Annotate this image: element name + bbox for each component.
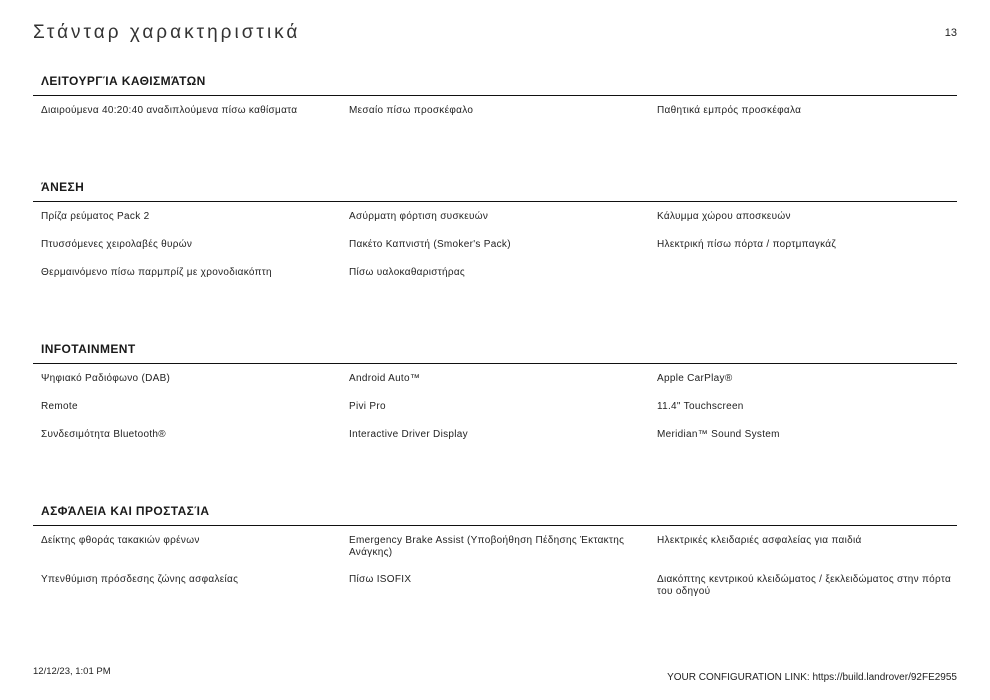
feature-item: 11.4" Touchscreen — [657, 401, 744, 412]
print-timestamp: 12/12/23, 1:01 PM — [33, 666, 111, 677]
page-title: Στάνταρ χαρακτηριστικά — [33, 22, 301, 43]
section-safety — [33, 501, 957, 597]
feature-item: Κάλυμμα χώρου αποσκευών — [657, 211, 791, 222]
feature-item: Υπενθύμιση πρόσδεσης ζώνης ασφαλείας — [41, 574, 239, 585]
section-title: ΛΕΙΤΟΥΡΓΊΑ ΚΑΘΙΣΜΆΤΩΝ — [41, 74, 206, 88]
feature-item: Πακέτο Καπνιστή (Smoker's Pack) — [349, 239, 511, 250]
feature-item: Πτυσσόμενες χειρολαβές θυρών — [41, 239, 193, 250]
section-seating — [33, 71, 957, 116]
feature-item: Ψηφιακό Ραδιόφωνο (DAB) — [41, 373, 171, 384]
feature-item: Ηλεκτρική πίσω πόρτα / πορτμπαγκάζ — [657, 239, 837, 250]
section-divider — [33, 201, 957, 202]
feature-item: Συνδεσιμότητα Bluetooth® — [41, 429, 166, 440]
feature-item: Emergency Brake Assist (Υποβοήθηση Πέδησης Έκτακτης Ανάγκης) — [349, 535, 625, 558]
section-title: ΑΣΦΆΛΕΙΑ ΚΑΙ ΠΡΟΣΤΑΣΊΑ — [41, 504, 210, 518]
section-divider — [33, 363, 957, 364]
feature-item: Διακόπτης κεντρικού κλειδώματος / ξεκλειδώματος στην πόρτα του οδηγού — [657, 574, 952, 597]
feature-item: Διαιρούμενα 40:20:40 αναδιπλούμενα πίσω καθίσματα — [41, 105, 298, 116]
feature-item: Μεσαίο πίσω προσκέφαλο — [349, 105, 474, 116]
feature-item: Pivi Pro — [349, 401, 386, 412]
feature-item: Ηλεκτρικές κλειδαριές ασφαλείας για παιδιά — [657, 535, 862, 546]
feature-item: Θερμαινόμενο πίσω παρμπρίζ με χρονοδιακόπτη — [41, 267, 272, 278]
feature-item: Πίσω υαλοκαθαριστήρας — [349, 267, 466, 278]
feature-item: Meridian™ Sound System — [657, 429, 780, 440]
section-comfort — [33, 177, 957, 278]
section-divider — [33, 525, 957, 526]
page-number: 13 — [944, 27, 957, 39]
feature-item: Δείκτης φθοράς τακακιών φρένων — [41, 535, 200, 546]
feature-item: Apple CarPlay® — [657, 373, 733, 384]
section-divider — [33, 95, 957, 96]
feature-item: Παθητικά εμπρός προσκέφαλα — [657, 105, 802, 116]
feature-item: Πρίζα ρεύματος Pack 2 — [41, 211, 150, 222]
section-title: INFOTAINMENT — [41, 342, 136, 356]
feature-item: Remote — [41, 401, 78, 412]
configuration-link[interactable]: YOUR CONFIGURATION LINK: https://build.landrover/92FE2955 — [667, 672, 957, 683]
feature-item: Ασύρματη φόρτιση συσκευών — [349, 211, 489, 222]
section-infotainment — [33, 339, 957, 440]
feature-item: Interactive Driver Display — [349, 429, 468, 440]
section-title: ΆΝΕΣΗ — [41, 180, 85, 194]
feature-item: Android Auto™ — [349, 373, 421, 384]
feature-item: Πίσω ISOFIX — [349, 574, 412, 585]
